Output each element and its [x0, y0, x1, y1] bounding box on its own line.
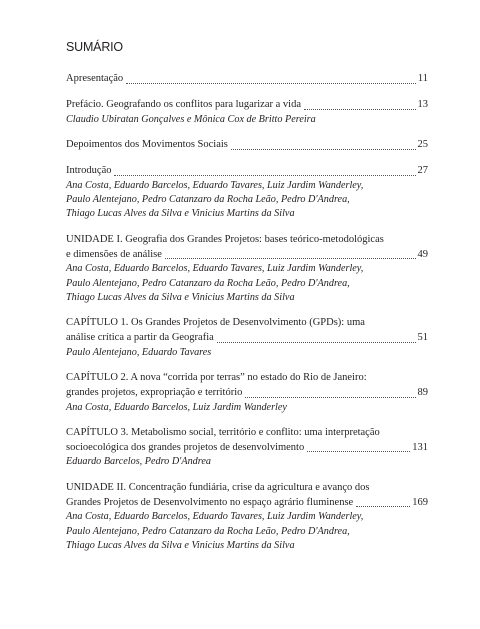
- toc-entry-authors: Paulo Alentejano, Eduardo Tavares: [66, 346, 212, 358]
- toc-entry-authors: Thiago Lucas Alves da Silva e Vinicius Martins da Silva: [66, 291, 295, 303]
- toc-entry-title: Prefácio. Geografando os conflitos para lugarizar a vida: [66, 99, 301, 111]
- toc-entry[interactable]: [66, 72, 428, 87]
- toc-entry-title: UNIDADE I. Geografia dos Grandes Projetos: bases teórico-metodológicas: [66, 234, 384, 246]
- dot-leader: [304, 109, 416, 110]
- toc-entry[interactable]: [66, 98, 428, 127]
- toc-entry-authors: Thiago Lucas Alves da Silva e Vinicius Martins da Silva: [66, 208, 295, 220]
- toc-entry-title-line: [66, 248, 428, 263]
- toc-entry-title-line: [66, 98, 428, 113]
- toc-page-number: 131: [412, 441, 428, 453]
- dot-leader: [307, 451, 410, 452]
- toc-entry-title-line: [66, 386, 428, 401]
- toc-entry[interactable]: [66, 316, 428, 359]
- toc-entry[interactable]: [66, 233, 428, 305]
- toc-entry-title: grandes projetos, expropriação e território: [66, 386, 243, 398]
- toc-entry-authors: Ana Costa, Eduardo Barcelos, Luiz Jardim Wanderley: [66, 401, 287, 413]
- toc-entry-title: Grandes Projetos de Desenvolvimento no espaço agrário fluminense: [66, 496, 354, 508]
- toc-entry-title: Introdução: [66, 165, 112, 177]
- toc-entry-title: Depoimentos dos Movimentos Sociais: [66, 139, 228, 151]
- toc-entry-authors: Thiago Lucas Alves da Silva e Vinicius Martins da Silva: [66, 539, 295, 551]
- toc-page-number: 11: [417, 73, 428, 84]
- toc-entry-title-line: [66, 331, 428, 346]
- toc-entry[interactable]: [66, 426, 428, 469]
- toc-entry-title: análise crítica a partir da Geografia: [66, 332, 214, 344]
- toc-entry-authors: Eduardo Barcelos, Pedro D'Andrea: [66, 456, 211, 468]
- toc-entry-title-line: [66, 496, 428, 511]
- toc-entry-title-line: [66, 72, 428, 87]
- toc-entry-title: CAPÍTULO 3. Metabolismo social, território e conflito: uma interpretação: [66, 427, 380, 439]
- toc-page-number: 25: [417, 139, 428, 151]
- toc-entry-authors: Ana Costa, Eduardo Barcelos, Eduardo Tavares, Luiz Jardim Wanderley,: [66, 511, 364, 523]
- toc-entry-title: CAPÍTULO 2. A nova “corrida por terras” no estado do Rio de Janeiro:: [66, 372, 367, 384]
- dot-leader: [231, 149, 416, 150]
- toc-entry-title: CAPÍTULO 1. Os Grandes Projetos de Desenvolvimento (GPDs): uma: [66, 317, 365, 329]
- toc-entry-authors: Paulo Alentejano, Pedro Catanzaro da Rocha Leão, Pedro D'Andrea,: [66, 194, 350, 206]
- toc-page-number: 49: [417, 248, 428, 260]
- dot-leader: [245, 397, 415, 398]
- toc-list: [66, 72, 428, 553]
- toc-heading: SUMÁRIO: [66, 40, 123, 54]
- toc-page-number: 169: [412, 496, 428, 508]
- toc-entry[interactable]: [66, 164, 428, 221]
- toc-entry-authors: Paulo Alentejano, Pedro Catanzaro da Rocha Leão, Pedro D'Andrea,: [66, 277, 350, 289]
- toc-entry[interactable]: [66, 481, 428, 553]
- toc-entry[interactable]: [66, 138, 428, 153]
- toc-entry-title: socioecológica dos grandes projetos de desenvolvimento: [66, 441, 305, 453]
- toc-entry[interactable]: [66, 371, 428, 414]
- toc-page-number: 27: [417, 165, 428, 177]
- dot-leader: [114, 175, 415, 176]
- toc-page-number: 13: [417, 99, 428, 111]
- dot-leader: [165, 258, 416, 259]
- toc-entry-authors: Ana Costa, Eduardo Barcelos, Eduardo Tavares, Luiz Jardim Wanderley,: [66, 180, 364, 192]
- dot-leader: [356, 506, 410, 507]
- toc-page-number: 89: [417, 386, 428, 398]
- dot-leader: [126, 83, 416, 84]
- toc-entry-authors: Paulo Alentejano, Pedro Catanzaro da Rocha Leão, Pedro D'Andrea,: [66, 525, 350, 537]
- toc-entry-title-line: [66, 138, 428, 153]
- toc-entry-title: e dimensões de análise: [66, 248, 162, 260]
- dot-leader: [217, 342, 416, 343]
- toc-entry-title: Apresentação: [66, 73, 124, 84]
- toc-entry-title-line: [66, 441, 428, 456]
- toc-entry-authors: Ana Costa, Eduardo Barcelos, Eduardo Tavares, Luiz Jardim Wanderley,: [66, 263, 364, 275]
- toc-entry-authors: Claudio Ubiratan Gonçalves e Mônica Cox de Britto Pereira: [66, 113, 316, 125]
- toc-entry-title-line: [66, 164, 428, 179]
- toc-entry-title: UNIDADE II. Concentração fundiária, crise da agricultura e avanço dos: [66, 482, 370, 494]
- toc-page-number: 51: [417, 332, 428, 344]
